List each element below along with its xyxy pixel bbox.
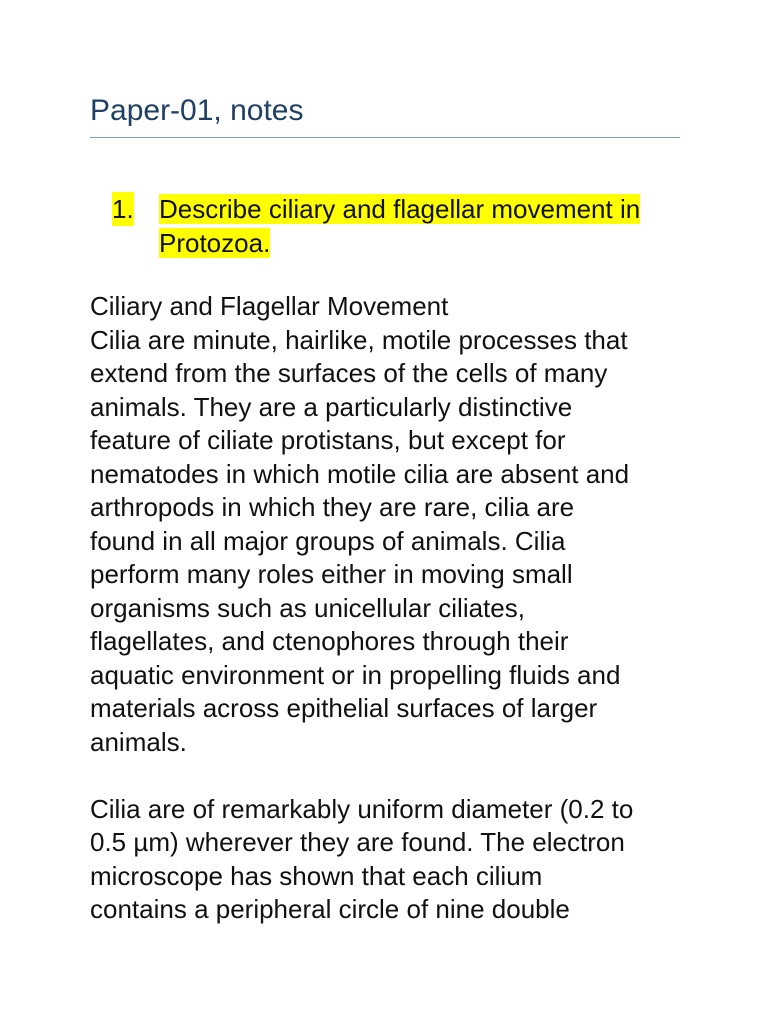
answer-body (90, 290, 685, 927)
paragraph-line: animals. (90, 726, 187, 757)
paragraph-line: microscope has shown that each cilium (90, 860, 543, 891)
paragraph-spacer (90, 759, 685, 793)
paragraph-line: flagellates, and ctenophores through their (90, 626, 569, 656)
paragraph-line: feature of ciliate protistans, but except for (90, 425, 566, 455)
paragraph-line: Cilia are minute, hairlike, motile processes that (90, 324, 628, 355)
question-text-line: Protozoa. (159, 228, 271, 258)
paragraph-1 (90, 324, 685, 760)
paragraph-line: Cilia are of remarkably uniform diameter (0.2 to (90, 793, 634, 824)
paragraph-line: organisms such as unicellular ciliates, (90, 592, 525, 623)
paragraph-line: nematodes in which motile cilia are absent and (90, 458, 630, 489)
paragraph-line: animals. They are a particularly distinctive (90, 391, 573, 422)
paragraph-line: perform many roles either in moving small (90, 559, 573, 589)
paragraph-line: contains a peripheral circle of nine double (90, 894, 570, 924)
title-divider (90, 137, 680, 138)
paragraph-line: 0.5 µm) wherever they are found. The electron (90, 827, 625, 857)
paragraph-line: arthropods in which they are rare, cilia are (90, 492, 575, 522)
page-title: Paper-01, notes (90, 94, 304, 127)
paragraph-line: aquatic environment or in propelling fluids and (90, 659, 621, 690)
question-text-line: Describe ciliary and flagellar movement in (159, 194, 641, 224)
paragraph-line: materials across epithelial surfaces of larger (90, 693, 598, 723)
paragraph-line: extend from the surfaces of the cells of many (90, 358, 608, 388)
paragraph-line: found in all major groups of animals. Cilia (90, 525, 566, 556)
question-text (159, 192, 682, 260)
section-heading: Ciliary and Flagellar Movement (90, 291, 449, 321)
question-number: 1. (112, 194, 134, 224)
paragraph-2 (90, 793, 685, 927)
